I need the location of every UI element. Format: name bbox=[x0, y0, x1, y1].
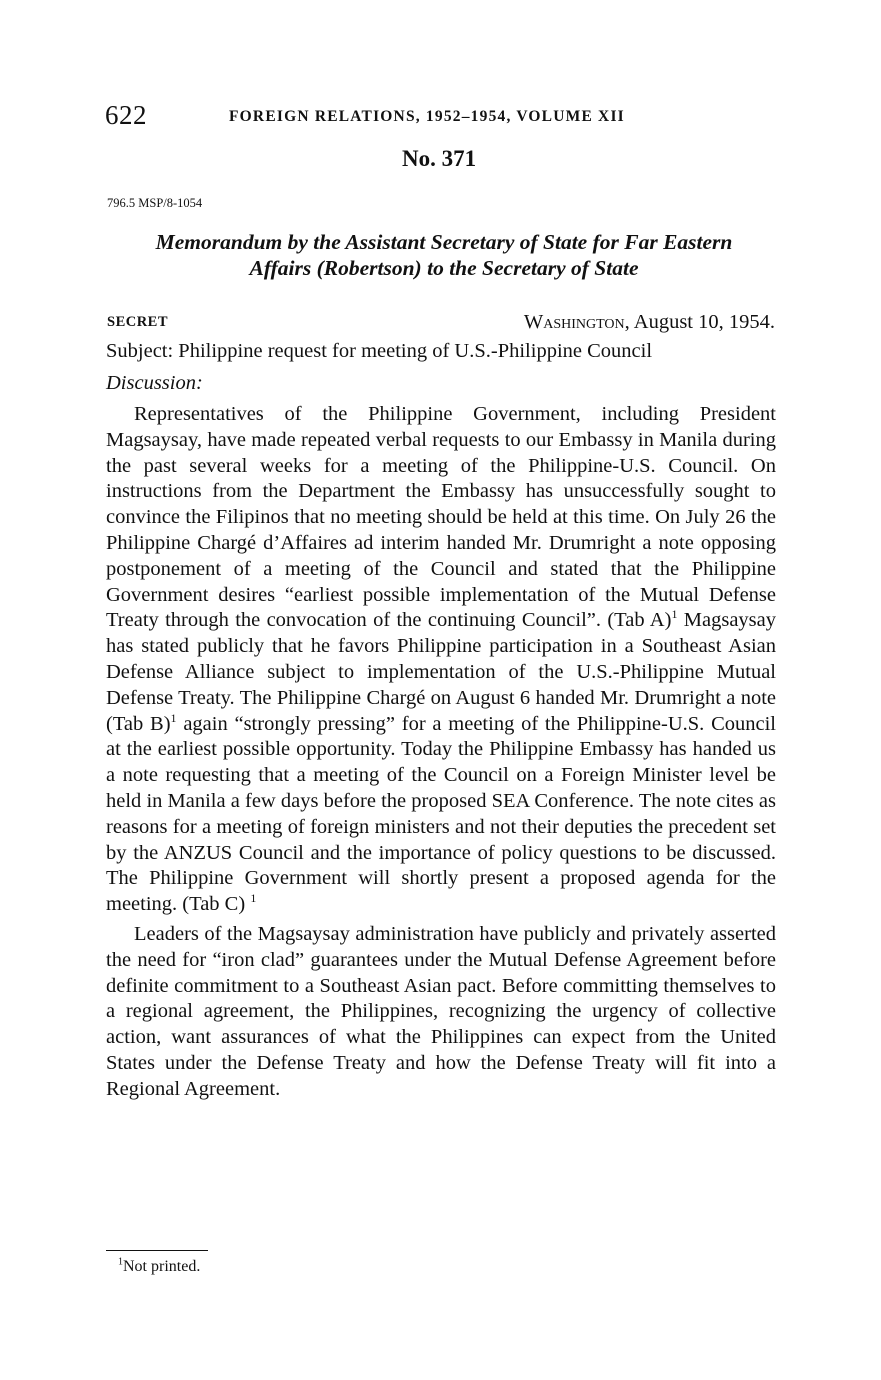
footnote-reference: 1 bbox=[671, 607, 678, 622]
footnote-text: Not printed. bbox=[123, 1258, 201, 1275]
page-number: 622 bbox=[105, 100, 147, 130]
classification-label: SECRET bbox=[107, 314, 169, 330]
subject-line: Subject: Philippine request for meeting of U.S.-Philippine Council bbox=[106, 340, 653, 362]
body-paragraph-1-part-c: again “strongly pressing” for a meeting of the Philippine-U.S. Council at the earliest possible opportunity. Today the Philippine Embassy has handed us a note requesting that a meeting of the Council on a Foreign Minister level be held in Manila a few days before the proposed SEA Conference. The note cites as reasons for a meeting of foreign ministers and not their deputies the precedent set by the ANZUS Council and the importance of policy questions to be discussed. The Philippine Government will shortly present a proposed agenda for the meeting. (Tab C) bbox=[106, 712, 776, 916]
footnote-reference: 1 bbox=[250, 891, 257, 906]
dateline-date: , August 10, 1954. bbox=[624, 311, 775, 333]
body-text bbox=[106, 402, 776, 1103]
document-number: No. 371 bbox=[402, 146, 477, 171]
footnote-divider bbox=[106, 1250, 208, 1251]
body-paragraph-2: Leaders of the Magsaysay administration have publicly and privately asserted the need for “iron clad” guarantees under the Mutual Defense Agreement before definite commitment to a Southeast Asian pact. Before committing themselves to a regional agreement, the Philippines, recognizing the urgency of collective action, want assurances of what the Philippines can expect from the United States under the Defense Treaty and how the Defense Treaty will fit into a Regional Agreement. bbox=[106, 922, 776, 1100]
document-title-line-2: Affairs (Robertson) to the Secretary of State bbox=[249, 256, 639, 280]
file-number: 796.5 MSP/8-1054 bbox=[107, 196, 203, 210]
dateline bbox=[524, 311, 775, 334]
document-title bbox=[112, 229, 776, 281]
footnote-marker: 1 bbox=[118, 1256, 123, 1268]
footnote-reference: 1 bbox=[170, 710, 177, 725]
body-paragraph-1-part-b: Magsaysay has stated publicly that he favors Philippine participation in a Southeast Asian Defense Alliance subject to implementation of the U.S.-Philippine Mutual Defense Treaty. The Philippine Chargé on August 6 handed Mr. Drumright a note (Tab B) bbox=[106, 609, 776, 735]
running-head: FOREIGN RELATIONS, 1952–1954, VOLUME XII bbox=[229, 108, 625, 125]
footnote bbox=[118, 1258, 200, 1276]
document-title-line-1: Memorandum by the Assistant Secretary of State for Far Eastern bbox=[155, 230, 733, 254]
body-paragraph-1-part-a: Representatives of the Philippine Government, including President Magsaysay, have made repeated verbal requests to our Embassy in Manila during the past several weeks for a meeting of the Philippine-U.S. Council. On instructions from the Department the Embassy has unsuccessfully sought to convince the Filipinos that no meeting should be held at this time. On July 26 the Philippine Chargé d’Affaires ad interim handed Mr. Drumright a note opposing postponement of a meeting of the Council and stated that the Philippine Government desires “earliest possible implementation of the Mutual Defense Treaty through the convocation of the continuing Council”. (Tab A) bbox=[106, 403, 776, 632]
discussion-heading: Discussion: bbox=[106, 372, 203, 394]
body-paragraph-1 bbox=[106, 402, 776, 918]
dateline-place: Washington bbox=[523, 311, 625, 333]
